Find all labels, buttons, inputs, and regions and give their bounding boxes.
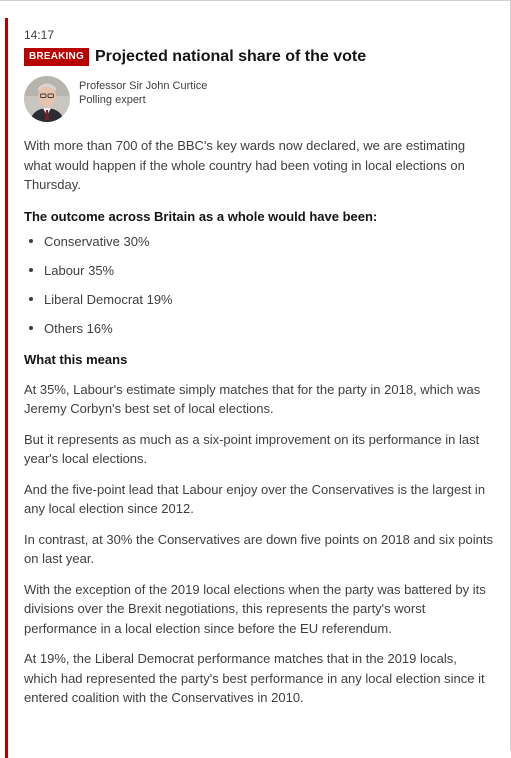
author-photo-icon	[24, 76, 70, 122]
bullet-icon	[29, 297, 33, 301]
result-others: Others 16%	[44, 320, 113, 336]
list-item	[24, 319, 493, 348]
meaning-heading: What this means	[24, 351, 128, 367]
result-conservative: Conservative 30%	[44, 233, 150, 249]
post-timestamp: 14:17	[24, 28, 55, 42]
headline-row	[24, 46, 493, 68]
author-name: Professor Sir John Curtice	[79, 80, 208, 92]
body-paragraph: At 19%, the Liberal Democrat performance matches that in the 2019 locals, which had represented the party's best performance in any local election since it entered coalition with the Conservatives in 2010.	[24, 651, 485, 705]
body-paragraph: At 35%, Labour's estimate simply matches that for the party in 2018, which was Jeremy Corbyn's best set of local elections.	[24, 381, 481, 416]
intro-paragraph: With more than 700 of the BBC's key wards now declared, we are estimating what would happen if the whole country had been voting in local elections on Thursday.	[24, 138, 466, 192]
breaking-badge: BREAKING	[24, 48, 89, 66]
bullet-icon	[29, 268, 33, 272]
live-post	[5, 18, 505, 758]
result-liberal-democrat: Liberal Democrat 19%	[44, 291, 173, 307]
body-paragraph: But it represents as much as a six-point improvement on its performance in last year's local elections.	[24, 431, 480, 466]
body-paragraph: In contrast, at 30% the Conservatives are down five points on 2018 and six points on last year.	[24, 531, 493, 566]
list-item	[24, 290, 493, 319]
bullet-icon	[29, 239, 33, 243]
author-meta	[79, 79, 207, 107]
list-item	[24, 232, 493, 261]
outcome-heading: The outcome across Britain as a whole would have been:	[24, 208, 378, 224]
result-labour: Labour 35%	[44, 262, 115, 278]
body-paragraph: And the five-point lead that Labour enjoy over the Conservatives is the largest in any local election since 2012.	[24, 481, 486, 516]
bullet-icon	[29, 326, 33, 330]
top-divider	[0, 0, 511, 1]
list-item	[24, 261, 493, 290]
author-avatar	[24, 76, 70, 122]
post-headline: Projected national share of the vote	[94, 48, 367, 65]
author-block	[24, 76, 493, 126]
body-paragraph: With the exception of the 2019 local elections when the party was battered by its divisions over the Brexit negotiations, this represents the party's worst performance in a local election since before the EU referendum.	[24, 581, 486, 636]
results-list	[24, 232, 493, 348]
author-role: Polling expert	[79, 94, 146, 106]
